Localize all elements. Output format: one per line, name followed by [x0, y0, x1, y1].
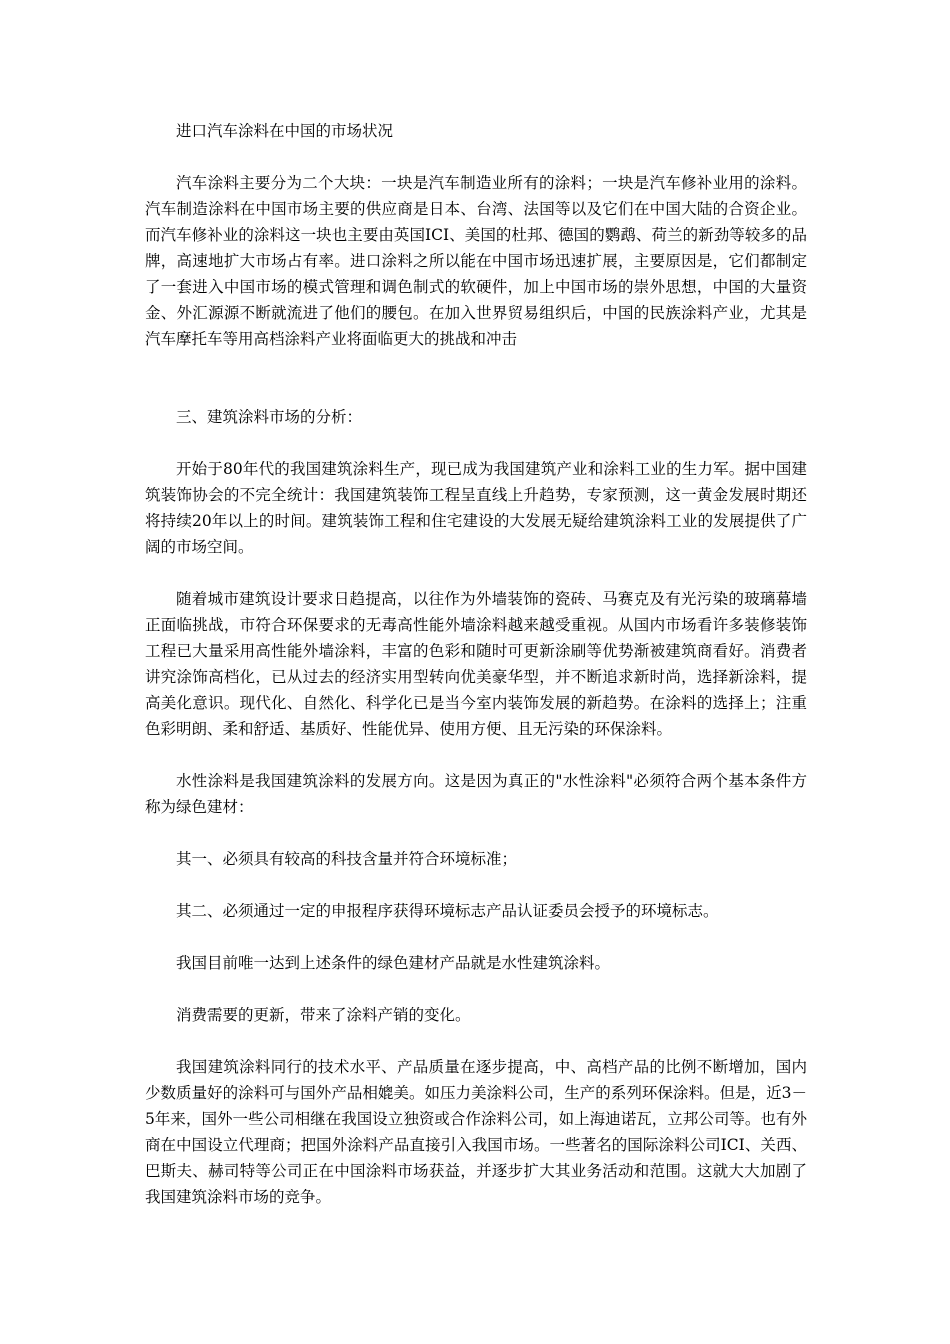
paragraph-consumption-change: 消费需要的更新，带来了涂料产销的变化。	[176, 1006, 471, 1024]
paragraph-architectural-development: 开始于80年代的我国建筑涂料生产，现已成为我国建筑产业和涂料工业的生力军。据中国建筑装饰协会的不完全统计：我国建筑装饰工程呈直线上升趋势，专家预测，这一黄金发展时期还将持续20年以上的时间。建筑装饰工程和住宅建设的大发展无疑给建筑涂料工业的发展提供了广阔的市场空间。	[145, 460, 807, 556]
paragraph-condition-two: 其二、必须通过一定的申报程序获得环境标志产品认证委员会授予的环境标志。	[176, 902, 719, 920]
heading-architectural-coatings: 三、建筑涂料市场的分析：	[176, 408, 363, 426]
heading-imported-auto-coatings: 进口汽车涂料在中国的市场状况	[176, 122, 394, 140]
paragraph-condition-one: 其一、必须具有较高的科技含量并符合环境标准；	[176, 850, 518, 868]
paragraph-auto-coatings: 汽车涂料主要分为二个大块：一块是汽车制造业所有的涂料；一块是汽车修补业用的涂料。汽车制造涂料在中国市场主要的供应商是日本、台湾、法国等以及它们在中国大陆的合资企业。而汽车修补业的涂料这一块也主要由英国ICI、美国的杜邦、德国的鹦鹉、荷兰的新劲等较多的品牌，高速地扩大市场占有率。进口涂料之所以能在中国市场迅速扩展，主要原因是，它们都制定了一套进入中国市场的模式管理和调色制式的软硬件，加上中国市场的崇外思想，中国的大量资金、外汇源源不断就流进了他们的腰包。在加入世界贸易组织后，中国的民族涂料产业，尤其是汽车摩托车等用高档涂料产业将面临更大的挑战和冲击	[145, 174, 807, 348]
paragraph-waterborne-coatings: 水性涂料是我国建筑涂料的发展方向。这是因为真正的"水性涂料"必须符合两个基本条件方称为绿色建材：	[145, 772, 807, 816]
paragraph-green-material: 我国目前唯一达到上述条件的绿色建材产品就是水性建筑涂料。	[176, 954, 611, 972]
paragraph-market-competition: 我国建筑涂料同行的技术水平、产品质量在逐步提高，中、高档产品的比例不断增加，国内少数质量好的涂料可与国外产品相媲美。如压力美涂料公司，生产的系列环保涂料。但是，近3－5年来，国外一些公司相继在我国设立独资或合作涂料公司，如上海迪诺瓦，立邦公司等。也有外商在中国设立代理商；把国外涂料产品直接引入我国市场。一些著名的国际涂料公司ICI、关西、巴斯夫、赫司特等公司正在中国涂料市场获益，并逐步扩大其业务活动和范围。这就大大加剧了我国建筑涂料市场的竞争。	[145, 1058, 807, 1206]
paragraph-exterior-wall-trends: 随着城市建筑设计要求日趋提高，以往作为外墙装饰的瓷砖、马赛克及有光污染的玻璃幕墙正面临挑战，市符合环保要求的无毒高性能外墙涂料越来越受重视。从国内市场看许多装修装饰工程已大量采用高性能外墙涂料，丰富的色彩和随时可更新涂刷等优势渐被建筑商看好。消费者讲究涂饰高档化，已从过去的经济实用型转向优美豪华型，并不断追求新时尚，选择新涂料，提高美化意识。现代化、自然化、科学化已是当今室内装饰发展的新趋势。在涂料的选择上；注重色彩明朗、柔和舒适、基质好、性能优异、使用方便、且无污染的环保涂料。	[145, 590, 807, 738]
document-body	[145, 118, 807, 1210]
